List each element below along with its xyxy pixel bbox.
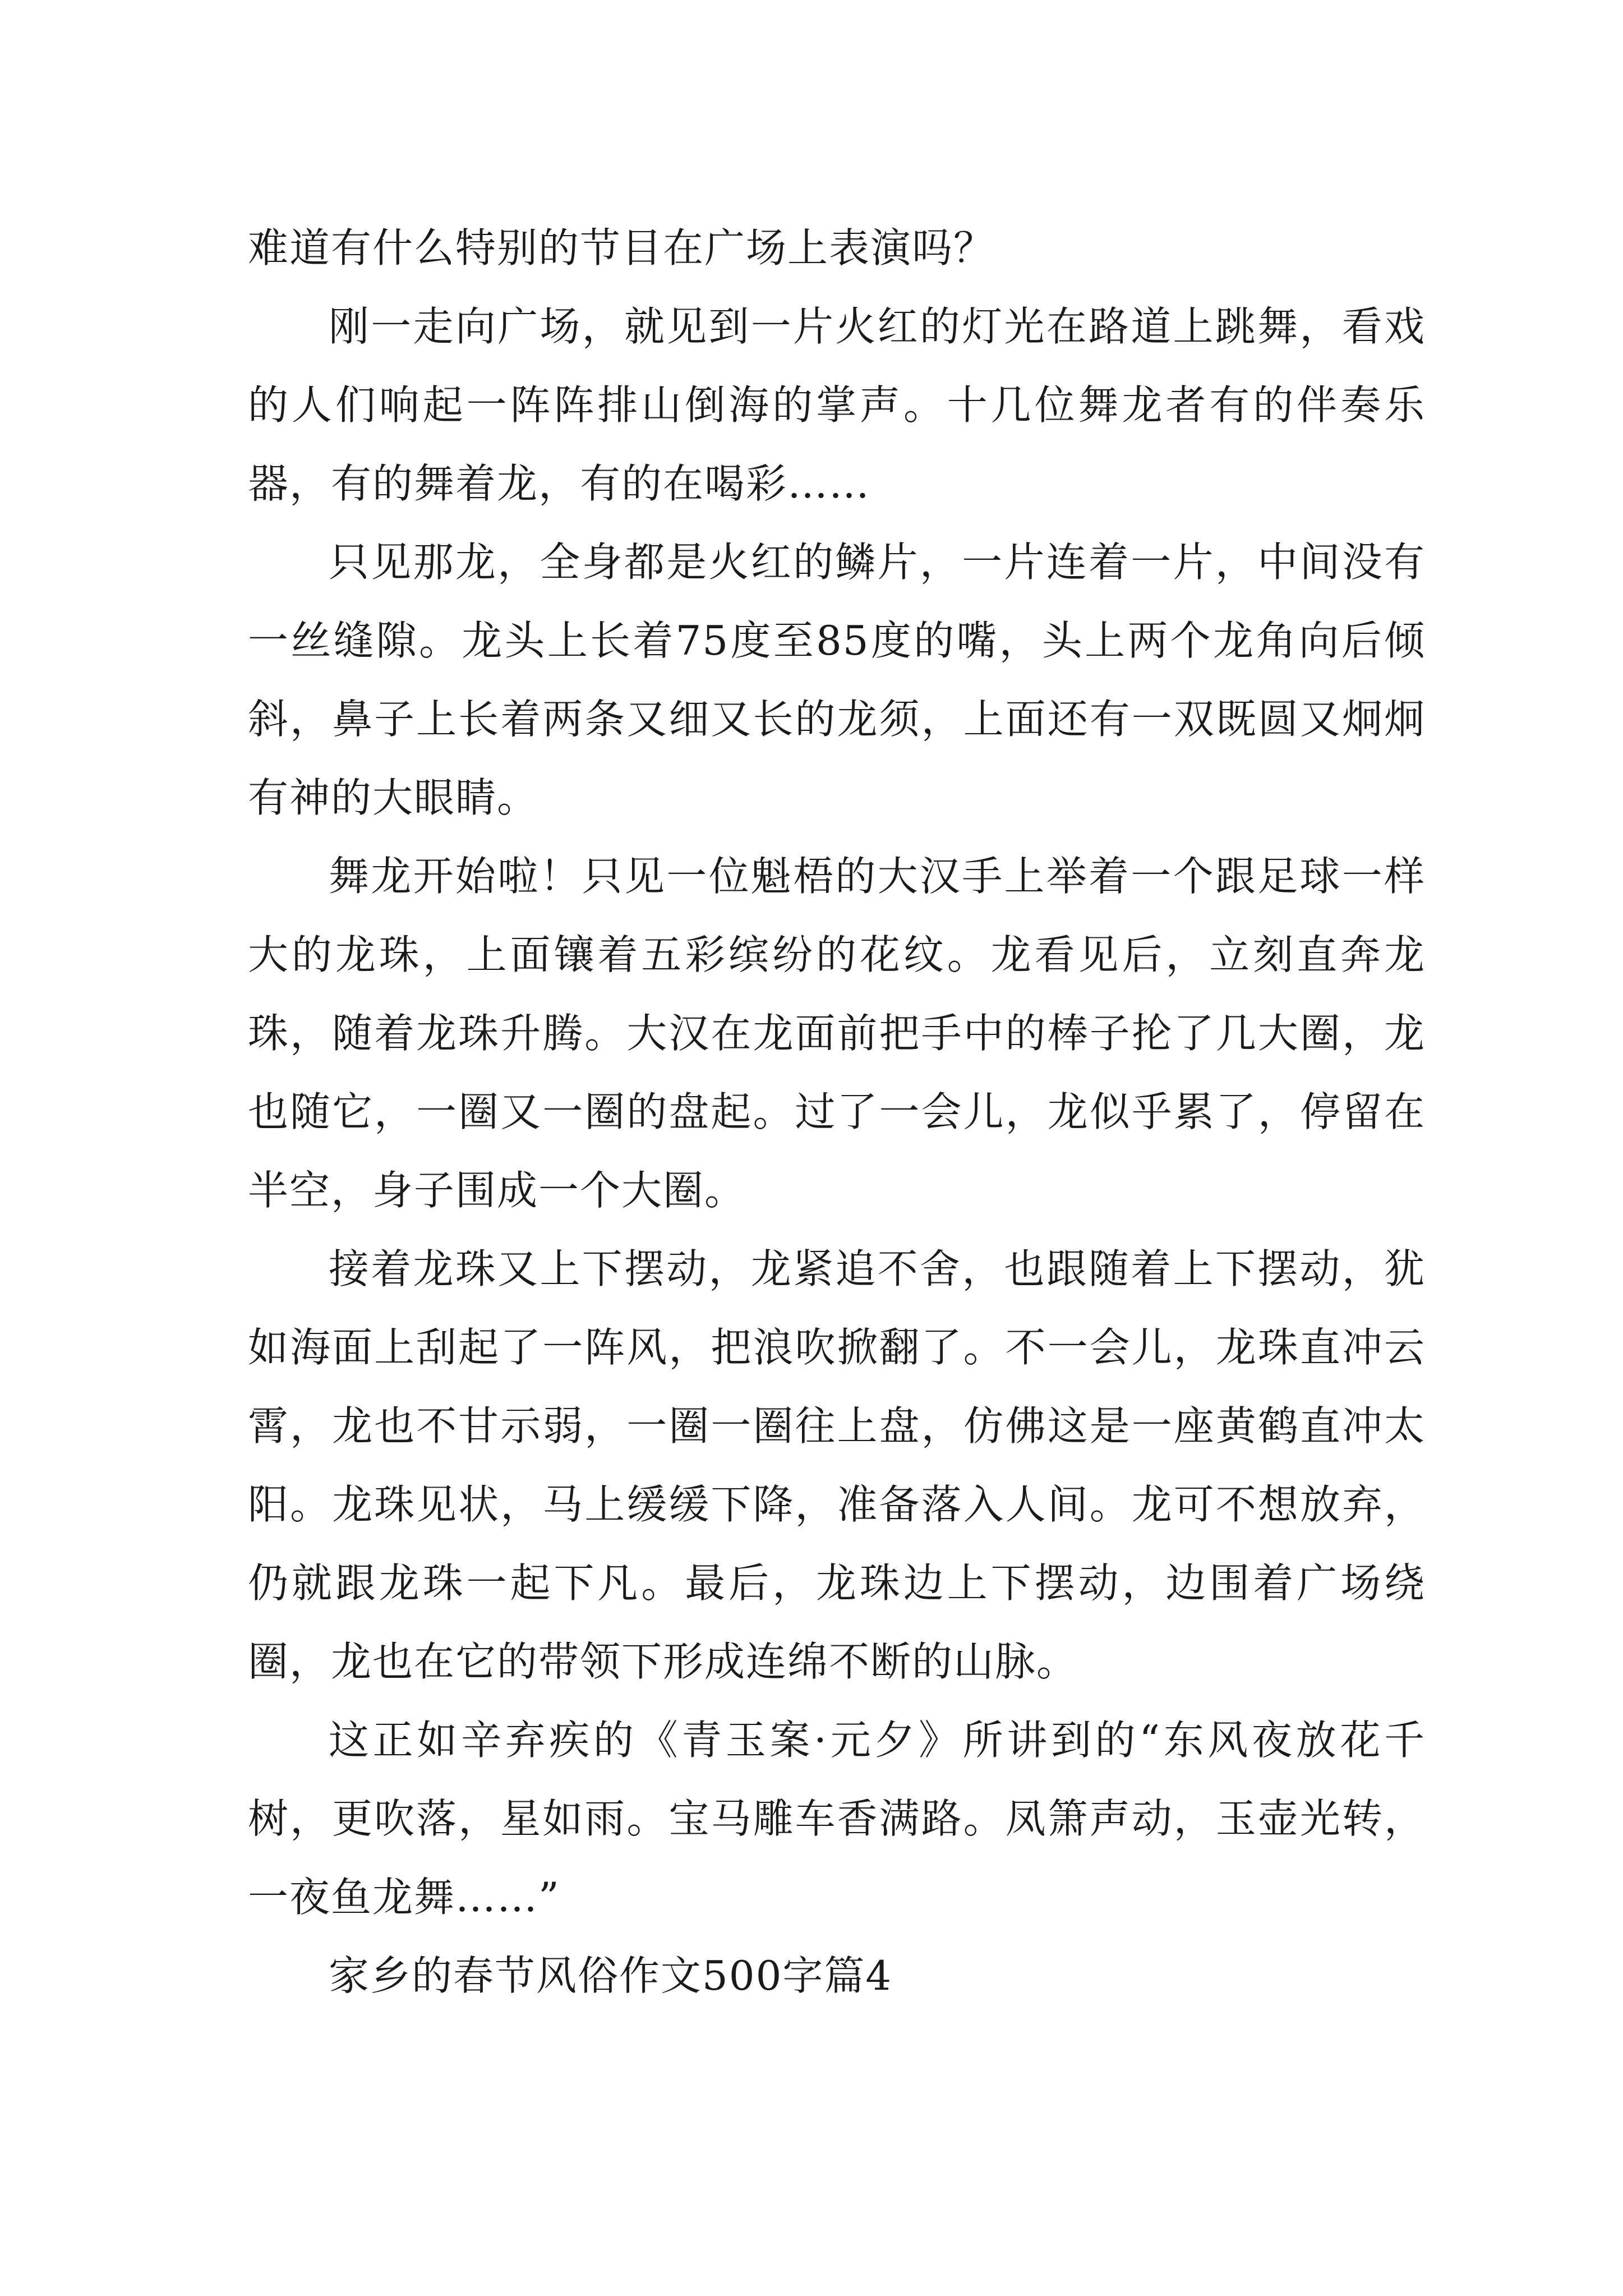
paragraph-dragon-dance-start: 舞龙开始啦！只见一位魁梧的大汉手上举着一个跟足球一样大的龙珠，上面镶着五彩缤纷的花纹。龙看见后，立刻直奔龙珠，随着龙珠升腾。大汉在龙面前把手中的棒子抡了几大圈，龙也随它，一圈又一圈的盘起。过了一会儿，龙似乎累了，停留在半空，身子围成一个大圈。 (248, 853, 1426, 1214)
paragraph-continuation: 难道有什么特别的节目在广场上表演吗？ (248, 224, 995, 272)
paragraph-square-arrival: 刚一走向广场，就见到一片火红的灯光在路道上跳舞，看戏的人们响起一阵阵排山倒海的掌声。十几位舞龙者有的伴奏乐器，有的舞着龙，有的在喝彩…… (248, 303, 1426, 507)
document-body (248, 209, 1426, 2015)
paragraph-dragon-chase: 接着龙珠又上下摆动，龙紧追不舍，也跟随着上下摆动，犹如海面上刮起了一阵风，把浪吹掀翻了。不一会儿，龙珠直冲云霄，龙也不甘示弱，一圈一圈往上盘，仿佛这是一座黄鹤直冲太阳。龙珠见状，马上缓缓下降，准备落入人间。龙可不想放弃，仍就跟龙珠一起下凡。最后，龙珠边上下摆动，边围着广场绕圈，龙也在它的带领下形成连绵不断的山脉。 (248, 1245, 1426, 1685)
section-heading: 家乡的春节风俗作文500字篇4 (329, 1952, 893, 1999)
paragraph-poem-quote: 这正如辛弃疾的《青玉案·元夕》所讲到的“东风夜放花千树，更吹落，星如雨。宝马雕车香满路。凤箫声动，玉壶光转，一夜鱼龙舞……” (248, 1717, 1426, 1921)
paragraph-dragon-description: 只见那龙，全身都是火红的鳞片，一片连着一片，中间没有一丝缝隙。龙头上长着75度至85度的嘴，头上两个龙角向后倾斜，鼻子上长着两条又细又长的龙须，上面还有一双既圆又炯炯有神的大眼睛。 (248, 539, 1426, 821)
